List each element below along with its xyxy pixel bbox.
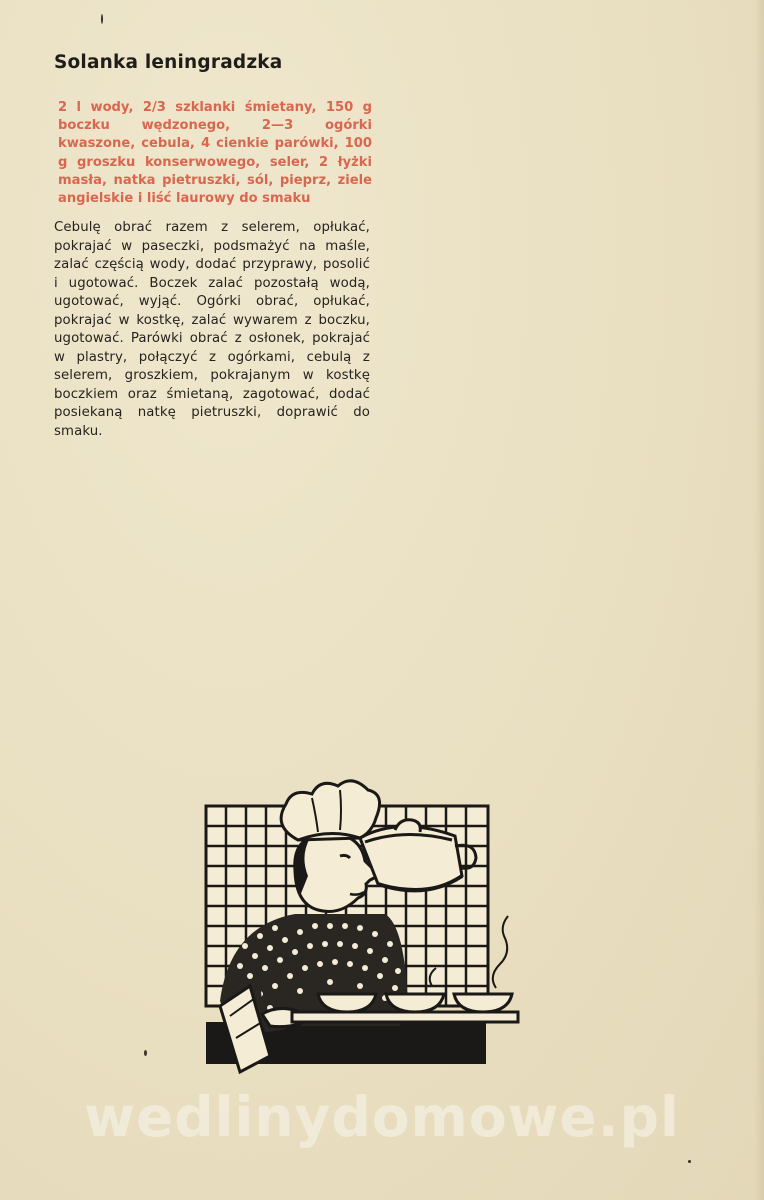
paper-speck (101, 14, 103, 24)
recipe-title: Solanka leningradzka (54, 52, 283, 73)
chef-hat (281, 781, 379, 840)
paper-speck (144, 1050, 147, 1056)
chef-illustration (200, 776, 530, 1081)
recipe-instructions: Cebulę obrać razem z selerem, opłukać, pokrajać w paseczki, podsmażyć na maśle, zalać częścią wody, dodać przyprawy, posolić i ugotować. Boczek zalać pozostałą wodą, ugotować, wyjąć. Ogórki obrać, opłukać, pokrajać w kostkę, zalać wywarem z boczku, ugotować. Parówki obrać z osłonek, pokrajać w plastry, połączyć z ogórkami, cebulą z selerem, groszkiem, pokrajanym w kostkę boczkiem oraz śmietaną, zagotować, dodać posiekaną natkę pietruszki, doprawić do smaku. (54, 220, 370, 440)
watermark: wedlinydomowe.pl (84, 1085, 680, 1149)
ingredients-list: 2 l wody, 2/3 szklanki śmietany, 150 g boczku wędzonego, 2—3 ogórki kwaszone, cebula, 4 cienkie parówki, 100 g groszku konserwowego, seler, 2 łyżki masła, natka pietruszki, sól, pieprz, ziele angielskie i liść laurowy do smaku (58, 100, 372, 207)
paper-speck (688, 1160, 691, 1163)
page-edge-shadow (754, 0, 764, 1200)
